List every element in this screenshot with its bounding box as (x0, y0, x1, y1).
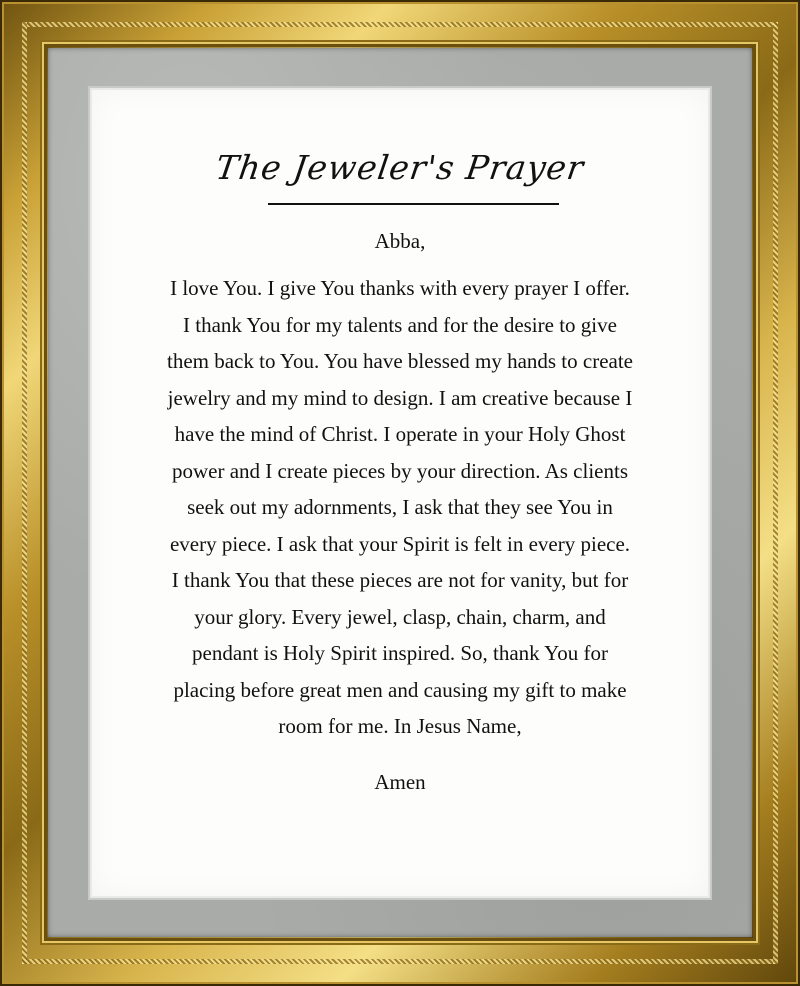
prayer-body (130, 270, 670, 745)
prayer-line: seek out my adornments, I ask that they see You in (187, 495, 613, 519)
prayer-line: pendant is Holy Spirit inspired. So, thank You for (192, 641, 608, 665)
frame-beading-top (22, 22, 778, 27)
prayer-salutation: Abba, (374, 229, 426, 253)
prayer-line: power and I create pieces by your direction. As clients (171, 458, 628, 483)
prayer-line: room for me. In Jesus Name, (278, 714, 522, 738)
prayer-line: your glory. Every jewel, clasp, chain, charm, and (194, 604, 606, 629)
prayer-title: The Jeweler's Prayer (213, 148, 587, 187)
prayer-line: I love You. I give You thanks with every prayer I offer. (170, 276, 630, 300)
prayer-line: have the mind of Christ. I operate in your Holy Ghost (174, 422, 626, 446)
prayer-line: jewelry and my mind to design. I am creative because I (167, 385, 633, 410)
frame-beading-bottom (22, 959, 778, 964)
prayer-line: I thank You for my talents and for the desire to give (183, 312, 617, 337)
prayer-line: I thank You that these pieces are not for vanity, but for (171, 568, 629, 592)
prayer-line: placing before great men and causing my gift to make (173, 677, 627, 702)
title-underline (268, 203, 559, 205)
prayer-closing: Amen (374, 770, 426, 794)
prayer-line: them back to You. You have blessed my hands to create (166, 349, 634, 373)
prayer-line: every piece. I ask that your Spirit is felt in every piece. (169, 531, 631, 556)
